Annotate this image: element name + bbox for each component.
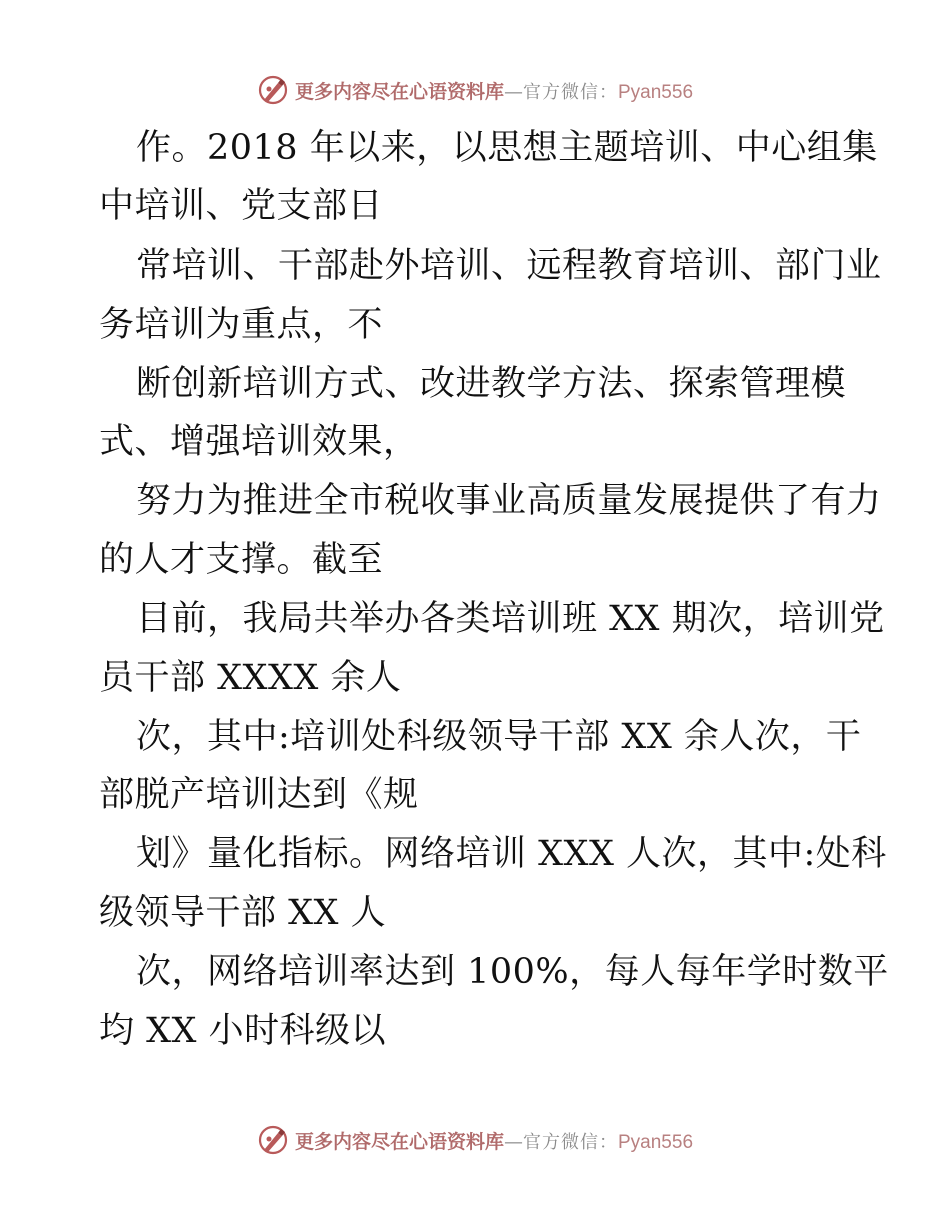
body-line: 均 XX 小时科级以 [99, 1011, 387, 1051]
pen-logo-icon [257, 1124, 289, 1156]
body-line: 式、增强培训效果， [99, 422, 419, 462]
body-line: 努力为推进全市税收事业高质量发展提供了有力 [136, 481, 882, 521]
footer-banner-text [295, 1127, 693, 1154]
body-line: 划》量化指标。网络培训 XXX 人次，其中:处科 [136, 834, 887, 874]
body-line: 目前，我局共举办各类培训班 XX 期次，培训党 [136, 599, 885, 639]
banner-wechat-label: 官方微信： [523, 1131, 618, 1153]
body-line: 次，网络培训率达到 100%，每人每年学时数平 [136, 952, 889, 992]
banner-wechat-id: Pyan556 [618, 1131, 694, 1153]
banner-wechat-label: 官方微信： [523, 81, 618, 103]
body-line: 次，其中:培训处科级领导干部 XX 余人次，干 [136, 717, 862, 757]
body-line: 断创新培训方式、改进教学方法、探索管理模 [136, 364, 847, 404]
banner-separator: — [504, 80, 523, 103]
banner-main-text: 更多内容尽在心语资料库 [294, 80, 504, 103]
banner-wechat-id: Pyan556 [618, 81, 694, 103]
footer-banner [0, 1120, 950, 1160]
body-line: 中培训、党支部日 [99, 186, 384, 226]
banner-separator: — [504, 1130, 523, 1153]
body-line: 常培训、干部赴外培训、远程教育培训、部门业 [136, 246, 882, 286]
body-line: 级领导干部 XX 人 [99, 893, 387, 933]
body-line: 部脱产培训达到《规 [99, 775, 419, 815]
body-line: 员干部 XXXX 余人 [99, 658, 402, 698]
body-line: 作。2018 年以来，以思想主题培训、中心组集 [136, 128, 878, 168]
body-line: 的人才支撑。截至 [99, 540, 384, 580]
body-line: 务培训为重点，不 [99, 305, 384, 345]
banner-main-text: 更多内容尽在心语资料库 [294, 1130, 504, 1153]
